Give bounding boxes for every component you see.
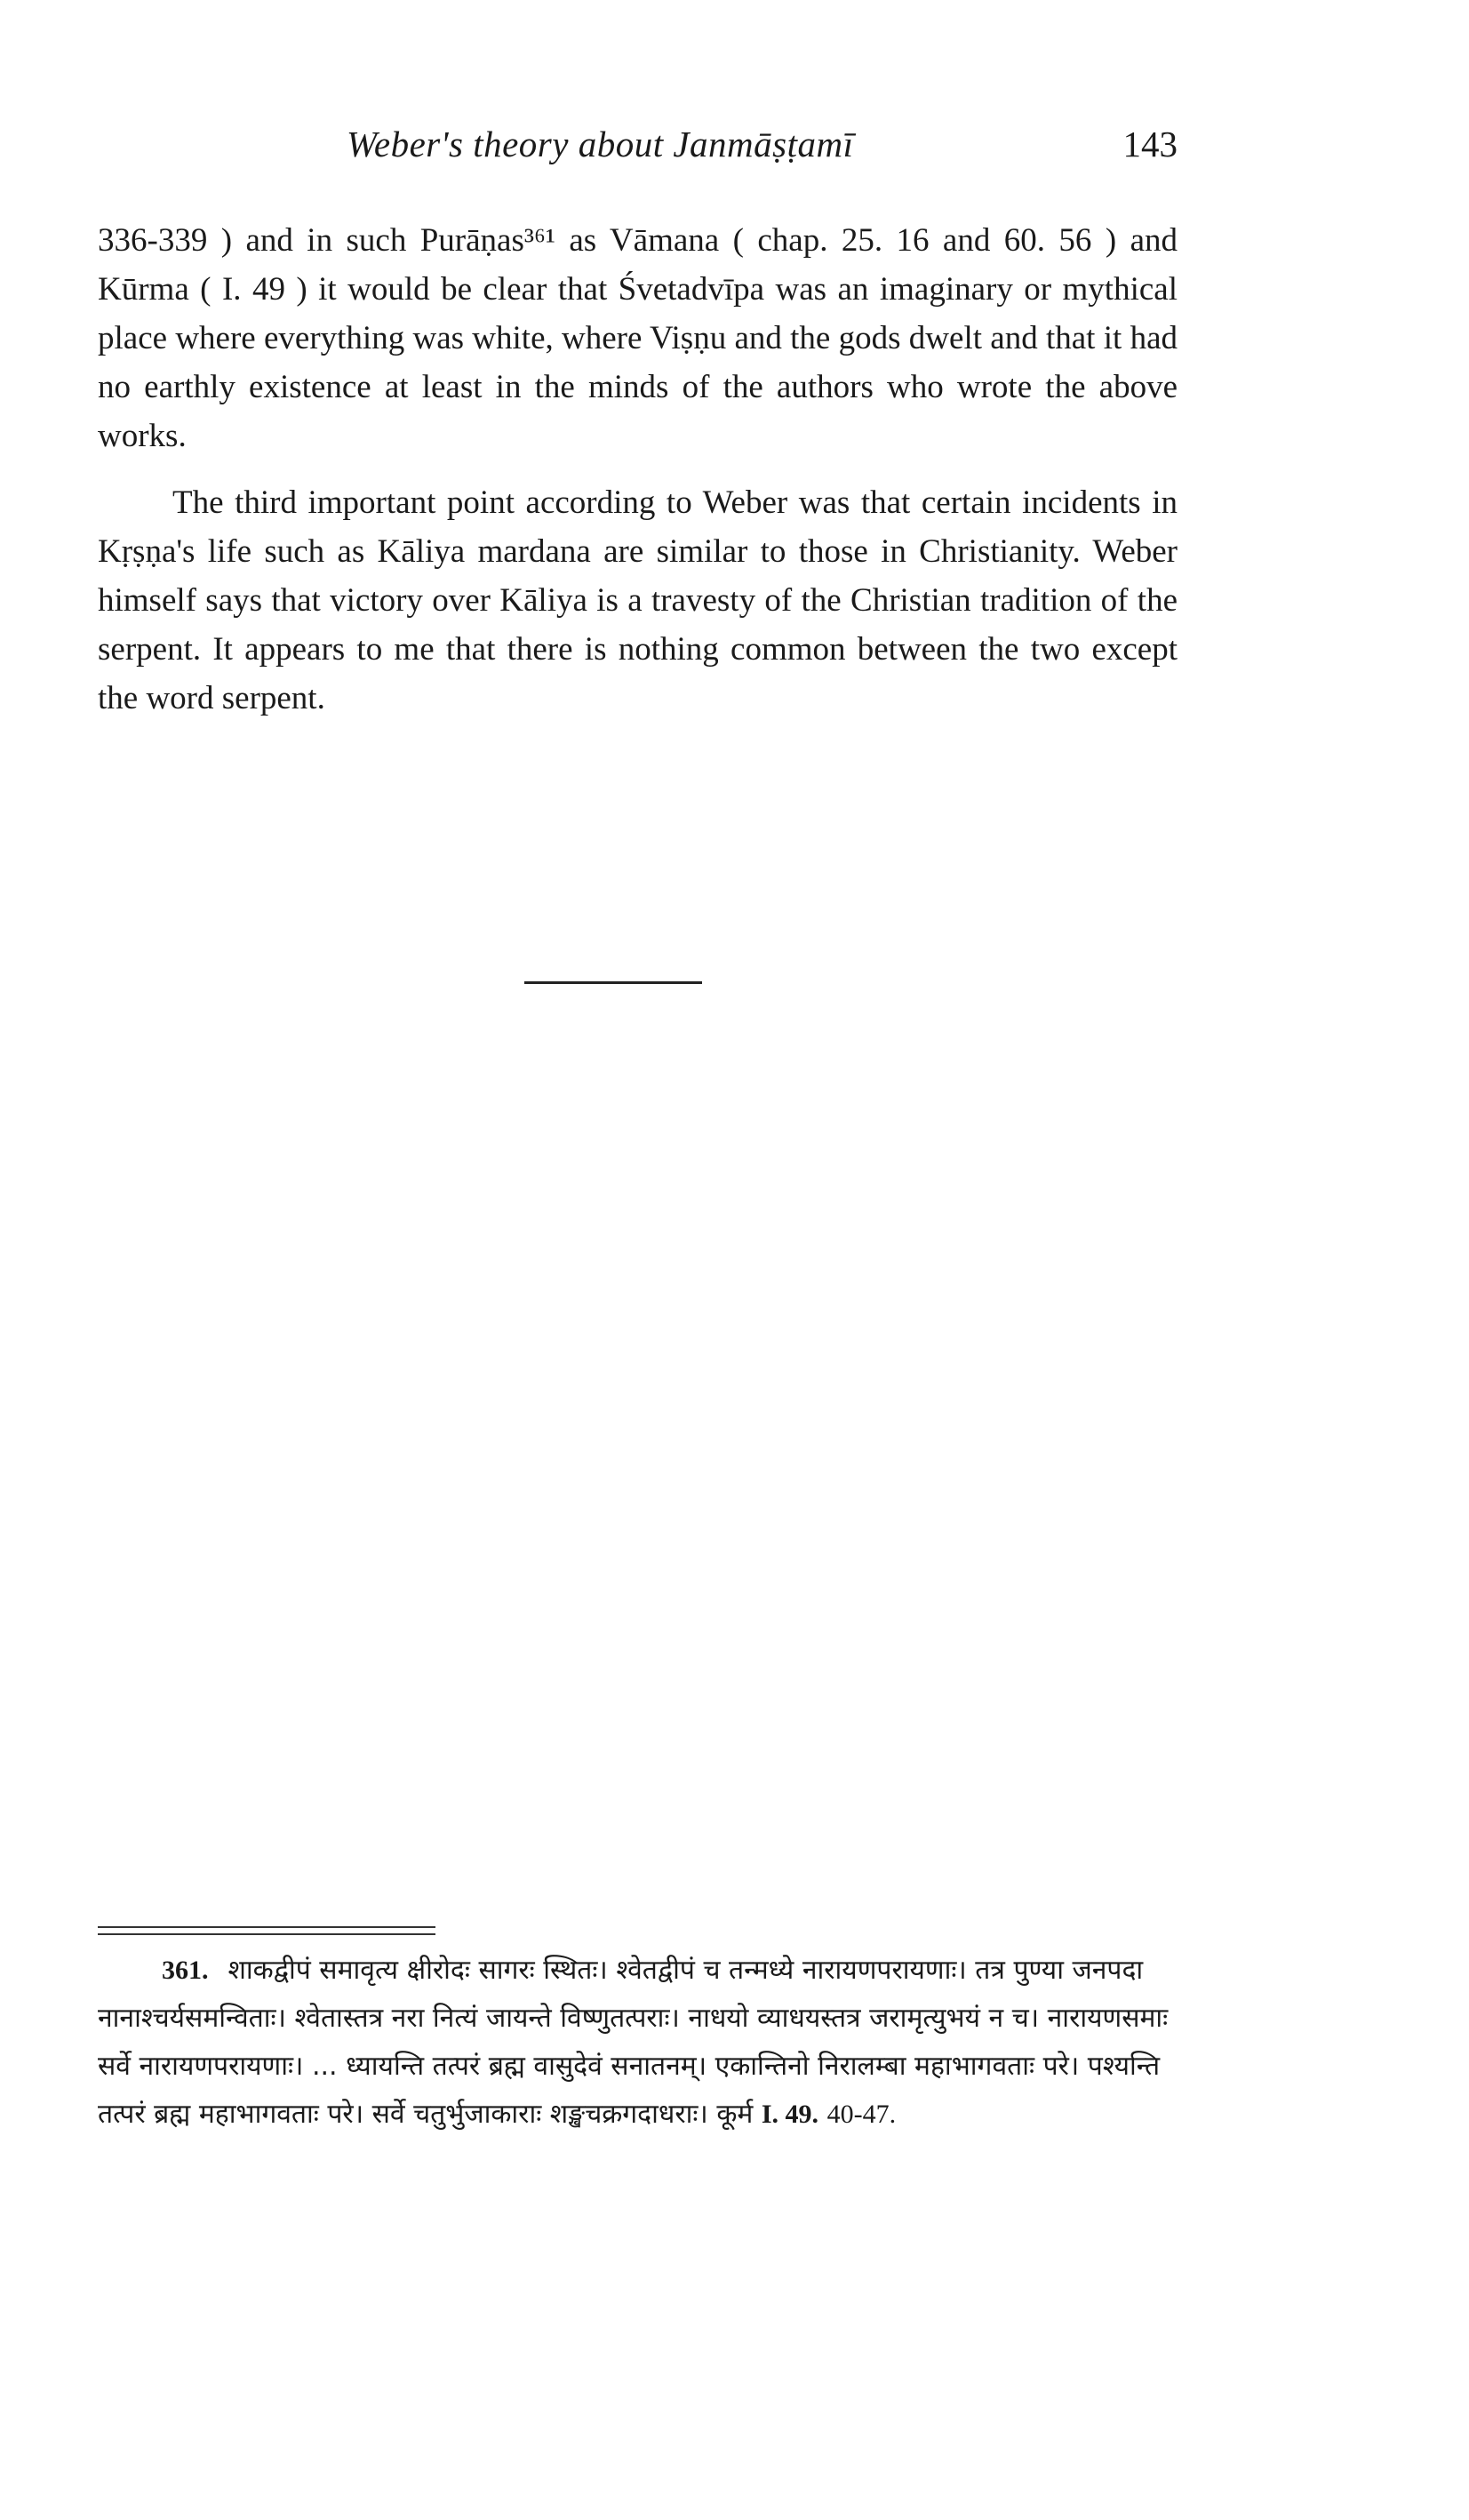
running-title: Weber's theory about Janmāṣṭamī <box>347 124 854 164</box>
page-number: 143 <box>1122 124 1178 164</box>
paragraph-2: The third important point according to Weber was that certain incidents in Kṛṣṇa's life such as Kāliya mardana are similar to those in Christianity. Weber himself says that victory over Kāliya is a travesty of the Christian tradition of the serpent. It appears to me that there is nothing common between the two except the word serpent. <box>98 484 1178 716</box>
footnote-verse-range: 40-47. <box>826 2100 897 2129</box>
footnote-number: 361. <box>162 1956 209 1985</box>
page-header <box>98 123 1178 176</box>
section-divider <box>524 981 702 984</box>
paragraph-1: 336-339 ) and in such Purāṇas³⁶¹ as Vāmana ( chap. 25. 16 and 60. 56 ) and Kūrma ( I. 49 ) it would be clear that Śvetadvīpa was an imaginary or mythical place where everything was white, where Viṣṇu and the gods dwelt and that it had no earthly existence at least in the minds of the authors who wrote the above works. <box>98 222 1178 454</box>
footnote-reference: I. 49. <box>761 2100 819 2129</box>
footnote-divider <box>98 1926 435 1935</box>
body-text <box>98 216 1178 723</box>
footnote-361 <box>98 1947 1178 2139</box>
footnote-sanskrit-text: शाकद्वीपं समावृत्य क्षीरोदः सागरः स्थितः। श्वेतद्वीपं च तन्मध्ये नारायणपरायणाः। तत्र पुण्या जनपदा नानाश्चर्यसमन्विताः। श्वेतास्तत्र नरा नित्यं जायन्ते विष्णुतत्पराः। नाधयो व्याधयस्तत्र जरामृत्युभयं न च। नारायणसमाः सर्वे नारायणपरायणाः। ... ध्यायन्ति तत्परं ब्रह्म वासुदेवं सनातनम्। एकान्तिनो निरालम्बा महाभागवताः परे। पश्यन्ति तत्परं ब्रह्म महाभागवताः परे। सर्वे चतुर्भुजाकाराः शङ्खचक्रगदाधराः। कूर्म <box>98 1955 1169 2130</box>
